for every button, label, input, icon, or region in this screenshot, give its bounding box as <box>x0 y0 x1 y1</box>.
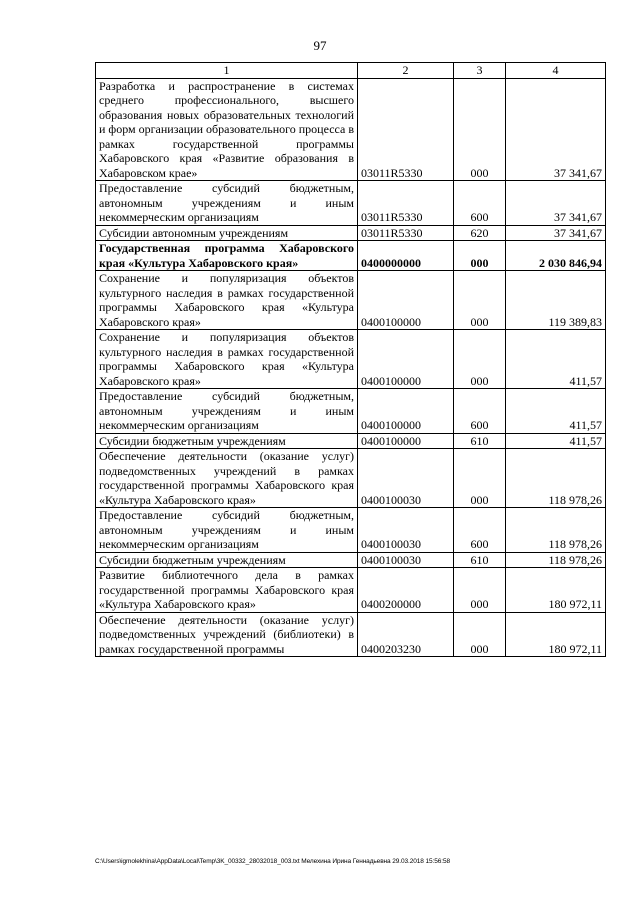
table-row <box>96 225 606 241</box>
row-name-cell: Обеспечение деятельности (оказание услуг) подведомственных учреждений в рамках государственной программы Хабаровского края «Культура Хабаровского края» <box>96 449 358 508</box>
row-type-cell: 000 <box>454 612 506 657</box>
table-row <box>96 612 606 657</box>
table-row <box>96 389 606 434</box>
row-name-cell: Разработка и распространение в системах среднего профессионального, высшего образования новых образовательных технологий и форм организации образовательного процесса в рамках государственной программы Хабаровского края «Развитие образования в Хабаровском крае» <box>96 78 358 181</box>
header-col-2: 2 <box>358 63 454 79</box>
header-col-4: 4 <box>506 63 606 79</box>
table-row <box>96 181 606 226</box>
row-code-cell: 0400100000 <box>358 330 454 389</box>
row-code-cell: 0400100000 <box>358 271 454 330</box>
row-sum-cell: 411,57 <box>506 330 606 389</box>
row-sum-cell: 2 030 846,94 <box>506 241 606 271</box>
row-sum-cell: 118 978,26 <box>506 508 606 553</box>
row-type-cell: 600 <box>454 508 506 553</box>
row-name-cell: Субсидии бюджетным учреждениям <box>96 433 358 449</box>
row-type-cell: 000 <box>454 568 506 613</box>
page-number: 97 <box>313 38 327 53</box>
table-header-row <box>96 63 606 79</box>
row-type-cell: 620 <box>454 225 506 241</box>
row-sum-cell: 411,57 <box>506 389 606 434</box>
row-code-cell: 0400100030 <box>358 449 454 508</box>
table-row <box>96 433 606 449</box>
budget-table <box>95 62 606 657</box>
row-type-cell: 600 <box>454 389 506 434</box>
row-sum-cell: 119 389,83 <box>506 271 606 330</box>
header-col-3: 3 <box>454 63 506 79</box>
row-code-cell: 0400100000 <box>358 433 454 449</box>
footer-file-path: C:\Users\igmolekhina\AppData\Local\Temp\3K_00332_28032018_003.txt Мелехина Ирина Геннадьевна 29.03.2018 15:56:58 <box>95 858 450 865</box>
row-name-cell: Развитие библиотечного дела в рамках государственной программы Хабаровского края «Культура Хабаровского края» <box>96 568 358 613</box>
row-code-cell: 0400000000 <box>358 241 454 271</box>
table-row <box>96 78 606 181</box>
row-sum-cell: 37 341,67 <box>506 225 606 241</box>
row-name-cell: Предоставление субсидий бюджетным, автономным учреждениям и иным некоммерческим организациям <box>96 508 358 553</box>
table-row <box>96 449 606 508</box>
row-code-cell: 0400200000 <box>358 568 454 613</box>
row-sum-cell: 180 972,11 <box>506 612 606 657</box>
row-name-cell: Государственная программа Хабаровского края «Культура Хабаровского края» <box>96 241 358 271</box>
row-type-cell: 000 <box>454 330 506 389</box>
row-name-cell: Обеспечение деятельности (оказание услуг) подведомственных учреждений (библиотеки) в рамках государственной программы <box>96 612 358 657</box>
row-name-cell: Сохранение и популяризация объектов культурного наследия в рамках государственной программы Хабаровского края «Культура Хабаровского края» <box>96 271 358 330</box>
row-code-cell: 0400100030 <box>358 552 454 568</box>
row-code-cell: 0400100030 <box>358 508 454 553</box>
table-row <box>96 552 606 568</box>
row-type-cell: 600 <box>454 181 506 226</box>
row-sum-cell: 37 341,67 <box>506 78 606 181</box>
table-row <box>96 508 606 553</box>
table-row <box>96 568 606 613</box>
row-code-cell: 0400203230 <box>358 612 454 657</box>
table-row <box>96 241 606 271</box>
row-sum-cell: 411,57 <box>506 433 606 449</box>
row-type-cell: 000 <box>454 78 506 181</box>
row-name-cell: Субсидии бюджетным учреждениям <box>96 552 358 568</box>
row-name-cell: Сохранение и популяризация объектов культурного наследия в рамках государственной программы Хабаровского края «Культура Хабаровского края» <box>96 330 358 389</box>
row-name-cell: Предоставление субсидий бюджетным, автономным учреждениям и иным некоммерческим организациям <box>96 389 358 434</box>
row-code-cell: 03011R5330 <box>358 181 454 226</box>
row-code-cell: 0400100000 <box>358 389 454 434</box>
row-type-cell: 000 <box>454 449 506 508</box>
row-sum-cell: 37 341,67 <box>506 181 606 226</box>
row-code-cell: 03011R5330 <box>358 225 454 241</box>
header-col-1: 1 <box>96 63 358 79</box>
row-sum-cell: 180 972,11 <box>506 568 606 613</box>
row-type-cell: 610 <box>454 552 506 568</box>
row-type-cell: 000 <box>454 241 506 271</box>
row-name-cell: Субсидии автономным учреждениям <box>96 225 358 241</box>
row-type-cell: 610 <box>454 433 506 449</box>
row-sum-cell: 118 978,26 <box>506 449 606 508</box>
row-code-cell: 03011R5330 <box>358 78 454 181</box>
table-row <box>96 330 606 389</box>
row-type-cell: 000 <box>454 271 506 330</box>
row-name-cell: Предоставление субсидий бюджетным, автономным учреждениям и иным некоммерческим организациям <box>96 181 358 226</box>
row-sum-cell: 118 978,26 <box>506 552 606 568</box>
table-row <box>96 271 606 330</box>
